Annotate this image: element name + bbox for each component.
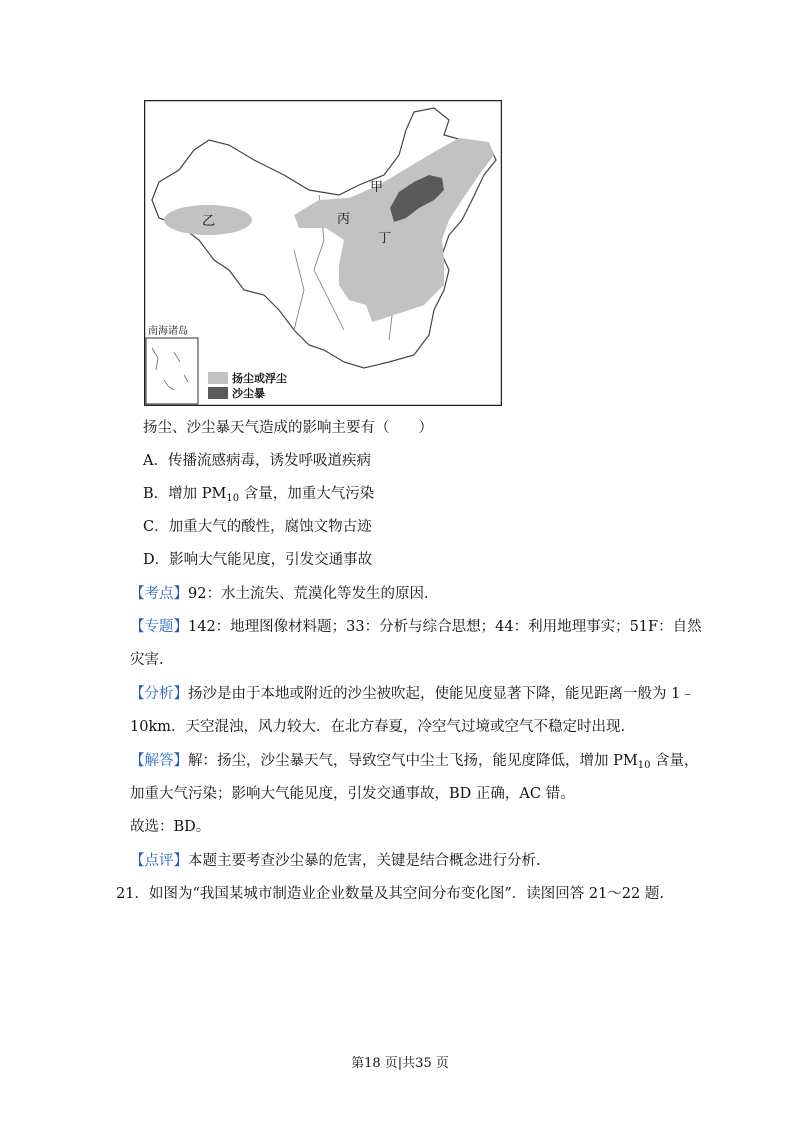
option-a: A．传播流感病毒，诱发呼吸道疾病	[143, 453, 371, 469]
dianping	[130, 851, 541, 871]
kaodian-tag: 【考点】	[130, 586, 188, 602]
fenxi-tag: 【分析】	[130, 686, 188, 702]
jieda	[130, 751, 699, 776]
dianping-text: 本题主要考查沙尘暴的危害，关键是结合概念进行分析.	[188, 853, 541, 869]
legend-dust-swatch	[208, 372, 228, 384]
question-stem: 扬尘、沙尘暴天气造成的影响主要有（ ）	[143, 420, 433, 436]
zhuanti-tag: 【专题】	[130, 619, 188, 635]
jieda-text-1a: 解：扬尘，沙尘暴天气，导致空气中尘土飞扬，能见度降低，增加 PM	[188, 753, 638, 769]
legend-storm-swatch	[208, 387, 228, 399]
china-dust-map	[144, 100, 502, 406]
zhuanti-text-2: 灾害.	[130, 652, 164, 668]
label-bing: 丙	[337, 212, 351, 227]
dianping-tag: 【点评】	[130, 853, 188, 869]
page-footer: 第18 页|共35 页	[351, 1056, 449, 1071]
zhuanti-text-1: 142：地理图像材料题；33：分析与综合思想；44：利用地理事实；51F：自然	[188, 619, 702, 635]
next-question: 21．如图为“我国某城市制造业企业数量及其空间分布变化图”．读图回答 21～22 题.	[116, 886, 665, 902]
zhuanti	[130, 617, 702, 637]
legend-dust-label: 扬尘或浮尘	[232, 372, 287, 385]
label-yi: 乙	[202, 214, 216, 229]
option-b	[143, 484, 374, 509]
jieda-sub: 10	[637, 760, 651, 771]
option-c: C．加重大气的酸性，腐蚀文物古迹	[143, 519, 372, 535]
option-d: D．影响大气能见度，引发交通事故	[143, 552, 373, 568]
fenxi-text-2: 10km．天空混浊，风力较大．在北方春夏，冷空气过境或空气不稳定时出现.	[130, 719, 626, 735]
label-ding: 丁	[378, 231, 392, 246]
guxuan: 故选：BD。	[130, 819, 211, 835]
option-b-rest: 含量，加重大气污染	[239, 486, 375, 502]
option-b-text: B．增加 PM	[143, 486, 227, 502]
inset-title: 南海诸岛	[148, 326, 188, 337]
kaodian	[130, 584, 429, 604]
fenxi	[130, 684, 695, 704]
option-b-sub: 10	[226, 493, 240, 504]
jieda-text-2: 加重大气污染；影响大气能见度，引发交通事故，BD 正确，AC 错。	[130, 786, 575, 802]
kaodian-text: 92：水土流失、荒漠化等发生的原因.	[188, 586, 429, 602]
south-sea-inset	[146, 338, 198, 404]
jieda-tag: 【解答】	[130, 753, 188, 769]
label-jia: 甲	[370, 180, 384, 195]
jieda-text-1b: 含量，	[650, 753, 699, 769]
fenxi-text-1: 扬沙是由于本地或附近的沙尘被吹起，使能见度显著下降，能见距离一般为 1﹣	[188, 686, 695, 702]
legend-storm-label: 沙尘暴	[232, 387, 265, 400]
